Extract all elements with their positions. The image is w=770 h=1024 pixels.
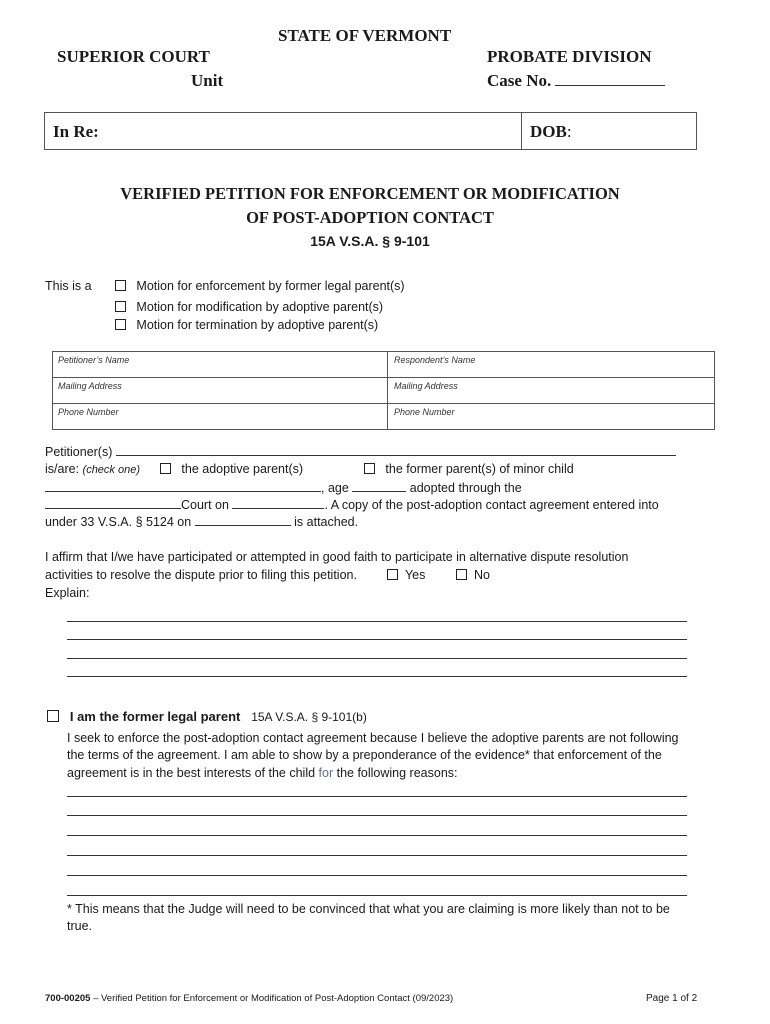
motion-option-termination[interactable]: Motion for termination by adoptive parent(s): [115, 318, 378, 332]
unit-label: Unit: [191, 71, 224, 90]
former-parent-text-line1: I seek to enforce the post-adoption contact agreement because I believe the adoptive parents are not following: [67, 731, 679, 745]
adoption-date-field[interactable]: [232, 497, 324, 509]
former-parent-text-line2: the terms of the agreement. I am able to show by a preponderance of the evidence* that enforcement of the: [67, 748, 662, 762]
reasons-line-5[interactable]: [67, 875, 687, 876]
adr-yes-option[interactable]: Yes: [387, 568, 425, 582]
affirm-text-line1: I affirm that I/we have participated or attempted in good faith to participate in alternative dispute resolution: [45, 550, 629, 564]
case-number-field[interactable]: [555, 74, 665, 86]
petitioner-phone-field[interactable]: Phone Number: [52, 403, 388, 430]
explain-line-4[interactable]: [67, 676, 687, 677]
form-statute: 15A V.S.A. § 9-101: [310, 233, 430, 249]
respondent-phone-field[interactable]: Phone Number: [387, 403, 715, 430]
form-title-line2: OF POST-ADOPTION CONTACT: [246, 208, 494, 227]
dob-field[interactable]: [521, 112, 697, 150]
child-line: , age adopted through the: [45, 480, 522, 495]
agreement-date-line: under 33 V.S.A. § 5124 on is attached.: [45, 515, 359, 529]
case-number-label: Case No.: [487, 71, 665, 91]
affirm-text-line2: activities to resolve the dispute prior to filing this petition.: [45, 568, 357, 582]
reasons-line-4[interactable]: [67, 855, 687, 856]
checkbox-adoptive-parent[interactable]: [160, 463, 171, 474]
petitioner-names-field[interactable]: [116, 444, 676, 456]
explain-line-3[interactable]: [67, 658, 687, 659]
checkbox-termination[interactable]: [115, 319, 126, 330]
division-heading: PROBATE DIVISION: [487, 47, 652, 66]
adr-no-option[interactable]: No: [456, 568, 490, 582]
option-adoptive-parent[interactable]: the adoptive parent(s): [160, 462, 303, 476]
dob-label: DOB:: [530, 122, 572, 141]
in-re-label: In Re:: [53, 122, 99, 141]
court-heading: SUPERIOR COURT: [57, 47, 210, 66]
petitioner-name-field[interactable]: Petitioner’s Name: [52, 351, 388, 378]
footnote-line2: true.: [67, 919, 93, 933]
explain-line-2[interactable]: [67, 639, 687, 640]
reasons-line-3[interactable]: [67, 835, 687, 836]
reasons-line-1[interactable]: [67, 796, 687, 797]
former-parent-text-line3: agreement is in the best interests of the child for the following reasons:: [67, 766, 458, 780]
adoption-court-field[interactable]: [45, 497, 181, 509]
motion-option-modification[interactable]: Motion for modification by adoptive parent(s): [115, 300, 383, 314]
motion-lead: This is a: [45, 279, 92, 293]
reasons-line-2[interactable]: [67, 815, 687, 816]
petitioner-address-field[interactable]: Mailing Address: [52, 377, 388, 404]
former-parent-heading[interactable]: I am the former legal parent 15A V.S.A. § 9-101(b): [47, 709, 367, 724]
respondent-name-field[interactable]: Respondent’s Name: [387, 351, 715, 378]
explain-line-1[interactable]: [67, 621, 687, 622]
reasons-line-6[interactable]: [67, 895, 687, 896]
checkbox-former-parent[interactable]: [364, 463, 375, 474]
agreement-date-field[interactable]: [195, 514, 291, 526]
state-heading: STATE OF VERMONT: [278, 26, 452, 45]
respondent-address-field[interactable]: Mailing Address: [387, 377, 715, 404]
child-age-field[interactable]: [352, 480, 406, 492]
option-former-parent[interactable]: the former parent(s) of minor child: [364, 462, 574, 476]
is-are-line: is/are: (check one): [45, 462, 141, 476]
checkbox-former-legal-parent[interactable]: [47, 710, 59, 722]
explain-label: Explain:: [45, 586, 90, 600]
child-name-field[interactable]: [45, 480, 321, 492]
motion-option-enforcement[interactable]: Motion for enforcement by former legal parent(s): [115, 279, 405, 293]
court-line: Court on . A copy of the post-adoption contact agreement entered into: [45, 497, 659, 512]
checkbox-modification[interactable]: [115, 301, 126, 312]
footer-form-info: 700-00205 – Verified Petition for Enforcement or Modification of Post-Adoption Contact (09/2023): [45, 993, 454, 1004]
in-re-field[interactable]: [44, 112, 522, 150]
footer-page-number: Page 1 of 2: [646, 993, 698, 1004]
form-title-line1: VERIFIED PETITION FOR ENFORCEMENT OR MODIFICATION: [120, 184, 620, 203]
checkbox-enforcement[interactable]: [115, 280, 126, 291]
checkbox-adr-yes[interactable]: [387, 569, 398, 580]
petitioner-line: Petitioner(s): [45, 444, 676, 459]
footnote-line1: * This means that the Judge will need to be convinced that what you are claiming is more likely than not to be: [67, 902, 670, 916]
checkbox-adr-no[interactable]: [456, 569, 467, 580]
